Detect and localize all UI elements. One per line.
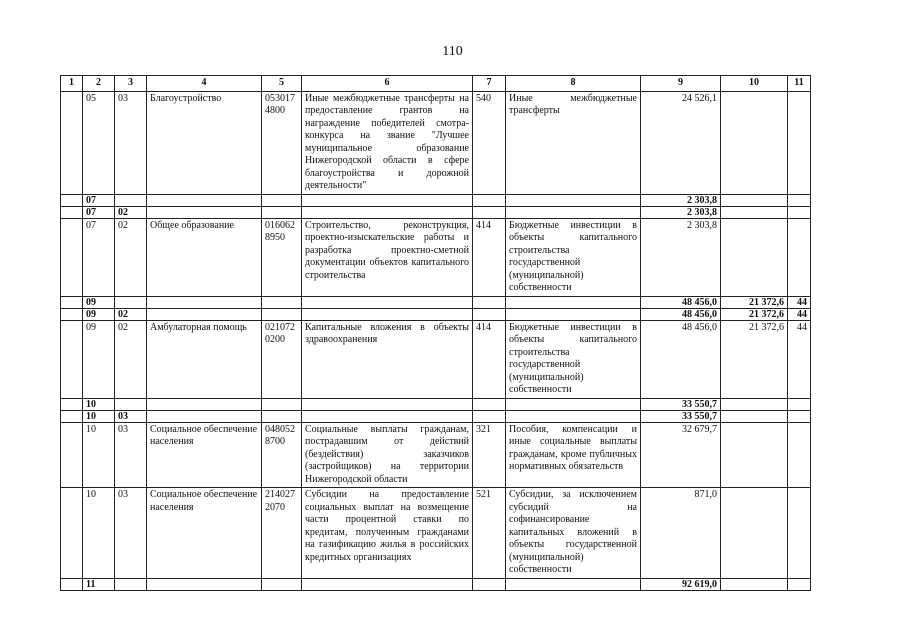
section-code: 10 — [83, 488, 115, 579]
amount-col11 — [788, 422, 811, 488]
section-code: 09 — [83, 308, 115, 320]
amount-col9: 32 679,7 — [641, 422, 721, 488]
target-article: 021072 0200 — [262, 320, 302, 398]
section-code: 07 — [83, 218, 115, 296]
subsection-code: 03 — [115, 410, 147, 422]
amount-col9: 24 526,1 — [641, 91, 721, 194]
cell-col1 — [61, 398, 83, 410]
amount-col10 — [721, 206, 788, 218]
amount-col10 — [721, 578, 788, 590]
amount-col9: 2 303,8 — [641, 194, 721, 206]
section-code: 10 — [83, 398, 115, 410]
subsection-name: Амбулаторная помощь — [147, 320, 262, 398]
amount-col11 — [788, 578, 811, 590]
amount-col9: 92 619,0 — [641, 578, 721, 590]
section-code: 09 — [83, 320, 115, 398]
amount-col11 — [788, 218, 811, 296]
header-cell: 2 — [83, 76, 115, 92]
amount-col11 — [788, 398, 811, 410]
header-cell: 9 — [641, 76, 721, 92]
subsection-code: 03 — [115, 422, 147, 488]
subsection-code — [115, 194, 147, 206]
article-name: Строительство, реконструкция, проектно-изыскательские работы и разработка проектно-сметной документации объектов капитального строительства — [302, 218, 473, 296]
target-article: 048052 8700 — [262, 422, 302, 488]
amount-col9: 2 303,8 — [641, 206, 721, 218]
section-code: 05 — [83, 91, 115, 194]
header-cell: 10 — [721, 76, 788, 92]
budget-table — [60, 75, 811, 591]
amount-col10 — [721, 488, 788, 579]
header-cell: 1 — [61, 76, 83, 92]
table-row — [61, 488, 811, 579]
subsection-code: 02 — [115, 206, 147, 218]
table-row — [61, 91, 811, 194]
amount-col9: 871,0 — [641, 488, 721, 579]
amount-col10 — [721, 194, 788, 206]
article-name: Капитальные вложения в объекты здравоохранения — [302, 320, 473, 398]
table-row — [61, 398, 811, 410]
subsection-code: 03 — [115, 488, 147, 579]
table-row — [61, 578, 811, 590]
subsection-code: 02 — [115, 218, 147, 296]
table-row — [61, 320, 811, 398]
cell-col1 — [61, 422, 83, 488]
section-code: 11 — [83, 578, 115, 590]
header-cell: 7 — [473, 76, 506, 92]
cell-col1 — [61, 194, 83, 206]
table-row — [61, 308, 811, 320]
expense-type-name: Субсидии, за исключением субсидий на софинансирование капитальных вложений в объекты государственной (муниципальной) собственности — [506, 488, 641, 579]
table-row — [61, 194, 811, 206]
amount-col9: 33 550,7 — [641, 398, 721, 410]
amount-col10 — [721, 218, 788, 296]
expense-type-code: 321 — [473, 422, 506, 488]
subsection-code: 02 — [115, 308, 147, 320]
cell-col1 — [61, 488, 83, 579]
amount-col11 — [788, 91, 811, 194]
cell-col1 — [61, 206, 83, 218]
cell-col1 — [61, 578, 83, 590]
expense-type-name: Пособия, компенсации и иные социальные выплаты гражданам, кроме публичных нормативных обязательств — [506, 422, 641, 488]
amount-col11 — [788, 410, 811, 422]
amount-col9: 48 456,0 — [641, 308, 721, 320]
amount-col9: 33 550,7 — [641, 410, 721, 422]
amount-col11: 44 — [788, 308, 811, 320]
table-row — [61, 296, 811, 308]
subsection-name: Социальное обеспечение населения — [147, 488, 262, 579]
section-code: 10 — [83, 410, 115, 422]
subsection-name: Социальное обеспечение населения — [147, 422, 262, 488]
header-row — [61, 76, 811, 92]
amount-col10: 21 372,6 — [721, 296, 788, 308]
expense-type-code: 540 — [473, 91, 506, 194]
subsection-code — [115, 578, 147, 590]
section-code: 07 — [83, 194, 115, 206]
target-article: 016062 8950 — [262, 218, 302, 296]
table-row — [61, 218, 811, 296]
amount-col9: 2 303,8 — [641, 218, 721, 296]
header-cell: 6 — [302, 76, 473, 92]
subsection-name: Благоустройство — [147, 91, 262, 194]
article-name: Иные межбюджетные трансферты на предоставление грантов на награждение победителей смотра-конкурса на звание "Лучшее муниципальное образование Нижегородской области в сфере благоустройства и дорожной деятельности" — [302, 91, 473, 194]
expense-type-code: 414 — [473, 320, 506, 398]
header-cell: 8 — [506, 76, 641, 92]
amount-col10: 21 372,6 — [721, 320, 788, 398]
cell-col1 — [61, 218, 83, 296]
table-row — [61, 206, 811, 218]
target-article: 053017 4800 — [262, 91, 302, 194]
table-row — [61, 422, 811, 488]
expense-type-code: 414 — [473, 218, 506, 296]
target-article: 214027 2070 — [262, 488, 302, 579]
section-code: 07 — [83, 206, 115, 218]
amount-col10: 21 372,6 — [721, 308, 788, 320]
header-cell: 11 — [788, 76, 811, 92]
amount-col10 — [721, 410, 788, 422]
amount-col10 — [721, 398, 788, 410]
cell-col1 — [61, 320, 83, 398]
amount-col9: 48 456,0 — [641, 320, 721, 398]
header-cell: 5 — [262, 76, 302, 92]
section-code: 09 — [83, 296, 115, 308]
expense-type-code: 521 — [473, 488, 506, 579]
amount-col10 — [721, 91, 788, 194]
amount-col11: 44 — [788, 320, 811, 398]
amount-col11 — [788, 194, 811, 206]
amount-col11: 44 — [788, 296, 811, 308]
cell-col1 — [61, 308, 83, 320]
cell-col1 — [61, 410, 83, 422]
subsection-code — [115, 398, 147, 410]
expense-type-name: Иные межбюджетные трансферты — [506, 91, 641, 194]
header-cell: 3 — [115, 76, 147, 92]
amount-col11 — [788, 206, 811, 218]
expense-type-name: Бюджетные инвестиции в объекты капитального строительства государственной (муниципальной) собственности — [506, 320, 641, 398]
table-row — [61, 410, 811, 422]
amount-col10 — [721, 422, 788, 488]
section-code: 10 — [83, 422, 115, 488]
header-cell: 4 — [147, 76, 262, 92]
expense-type-name: Бюджетные инвестиции в объекты капитального строительства государственной (муниципальной) собственности — [506, 218, 641, 296]
subsection-code: 03 — [115, 91, 147, 194]
amount-col9: 48 456,0 — [641, 296, 721, 308]
subsection-name: Общее образование — [147, 218, 262, 296]
article-name: Субсидии на предоставление социальных выплат на возмещение части процентной ставки по кредитам, полученным гражданами на газификацию жилья в российских кредитных организациях — [302, 488, 473, 579]
subsection-code — [115, 296, 147, 308]
cell-col1 — [61, 91, 83, 194]
subsection-code: 02 — [115, 320, 147, 398]
cell-col1 — [61, 296, 83, 308]
amount-col11 — [788, 488, 811, 579]
page-number: 110 — [442, 44, 463, 59]
article-name: Социальные выплаты гражданам, пострадавшим от действий (бездействия) заказчиков (застройщиков) на территории Нижегородской области — [302, 422, 473, 488]
